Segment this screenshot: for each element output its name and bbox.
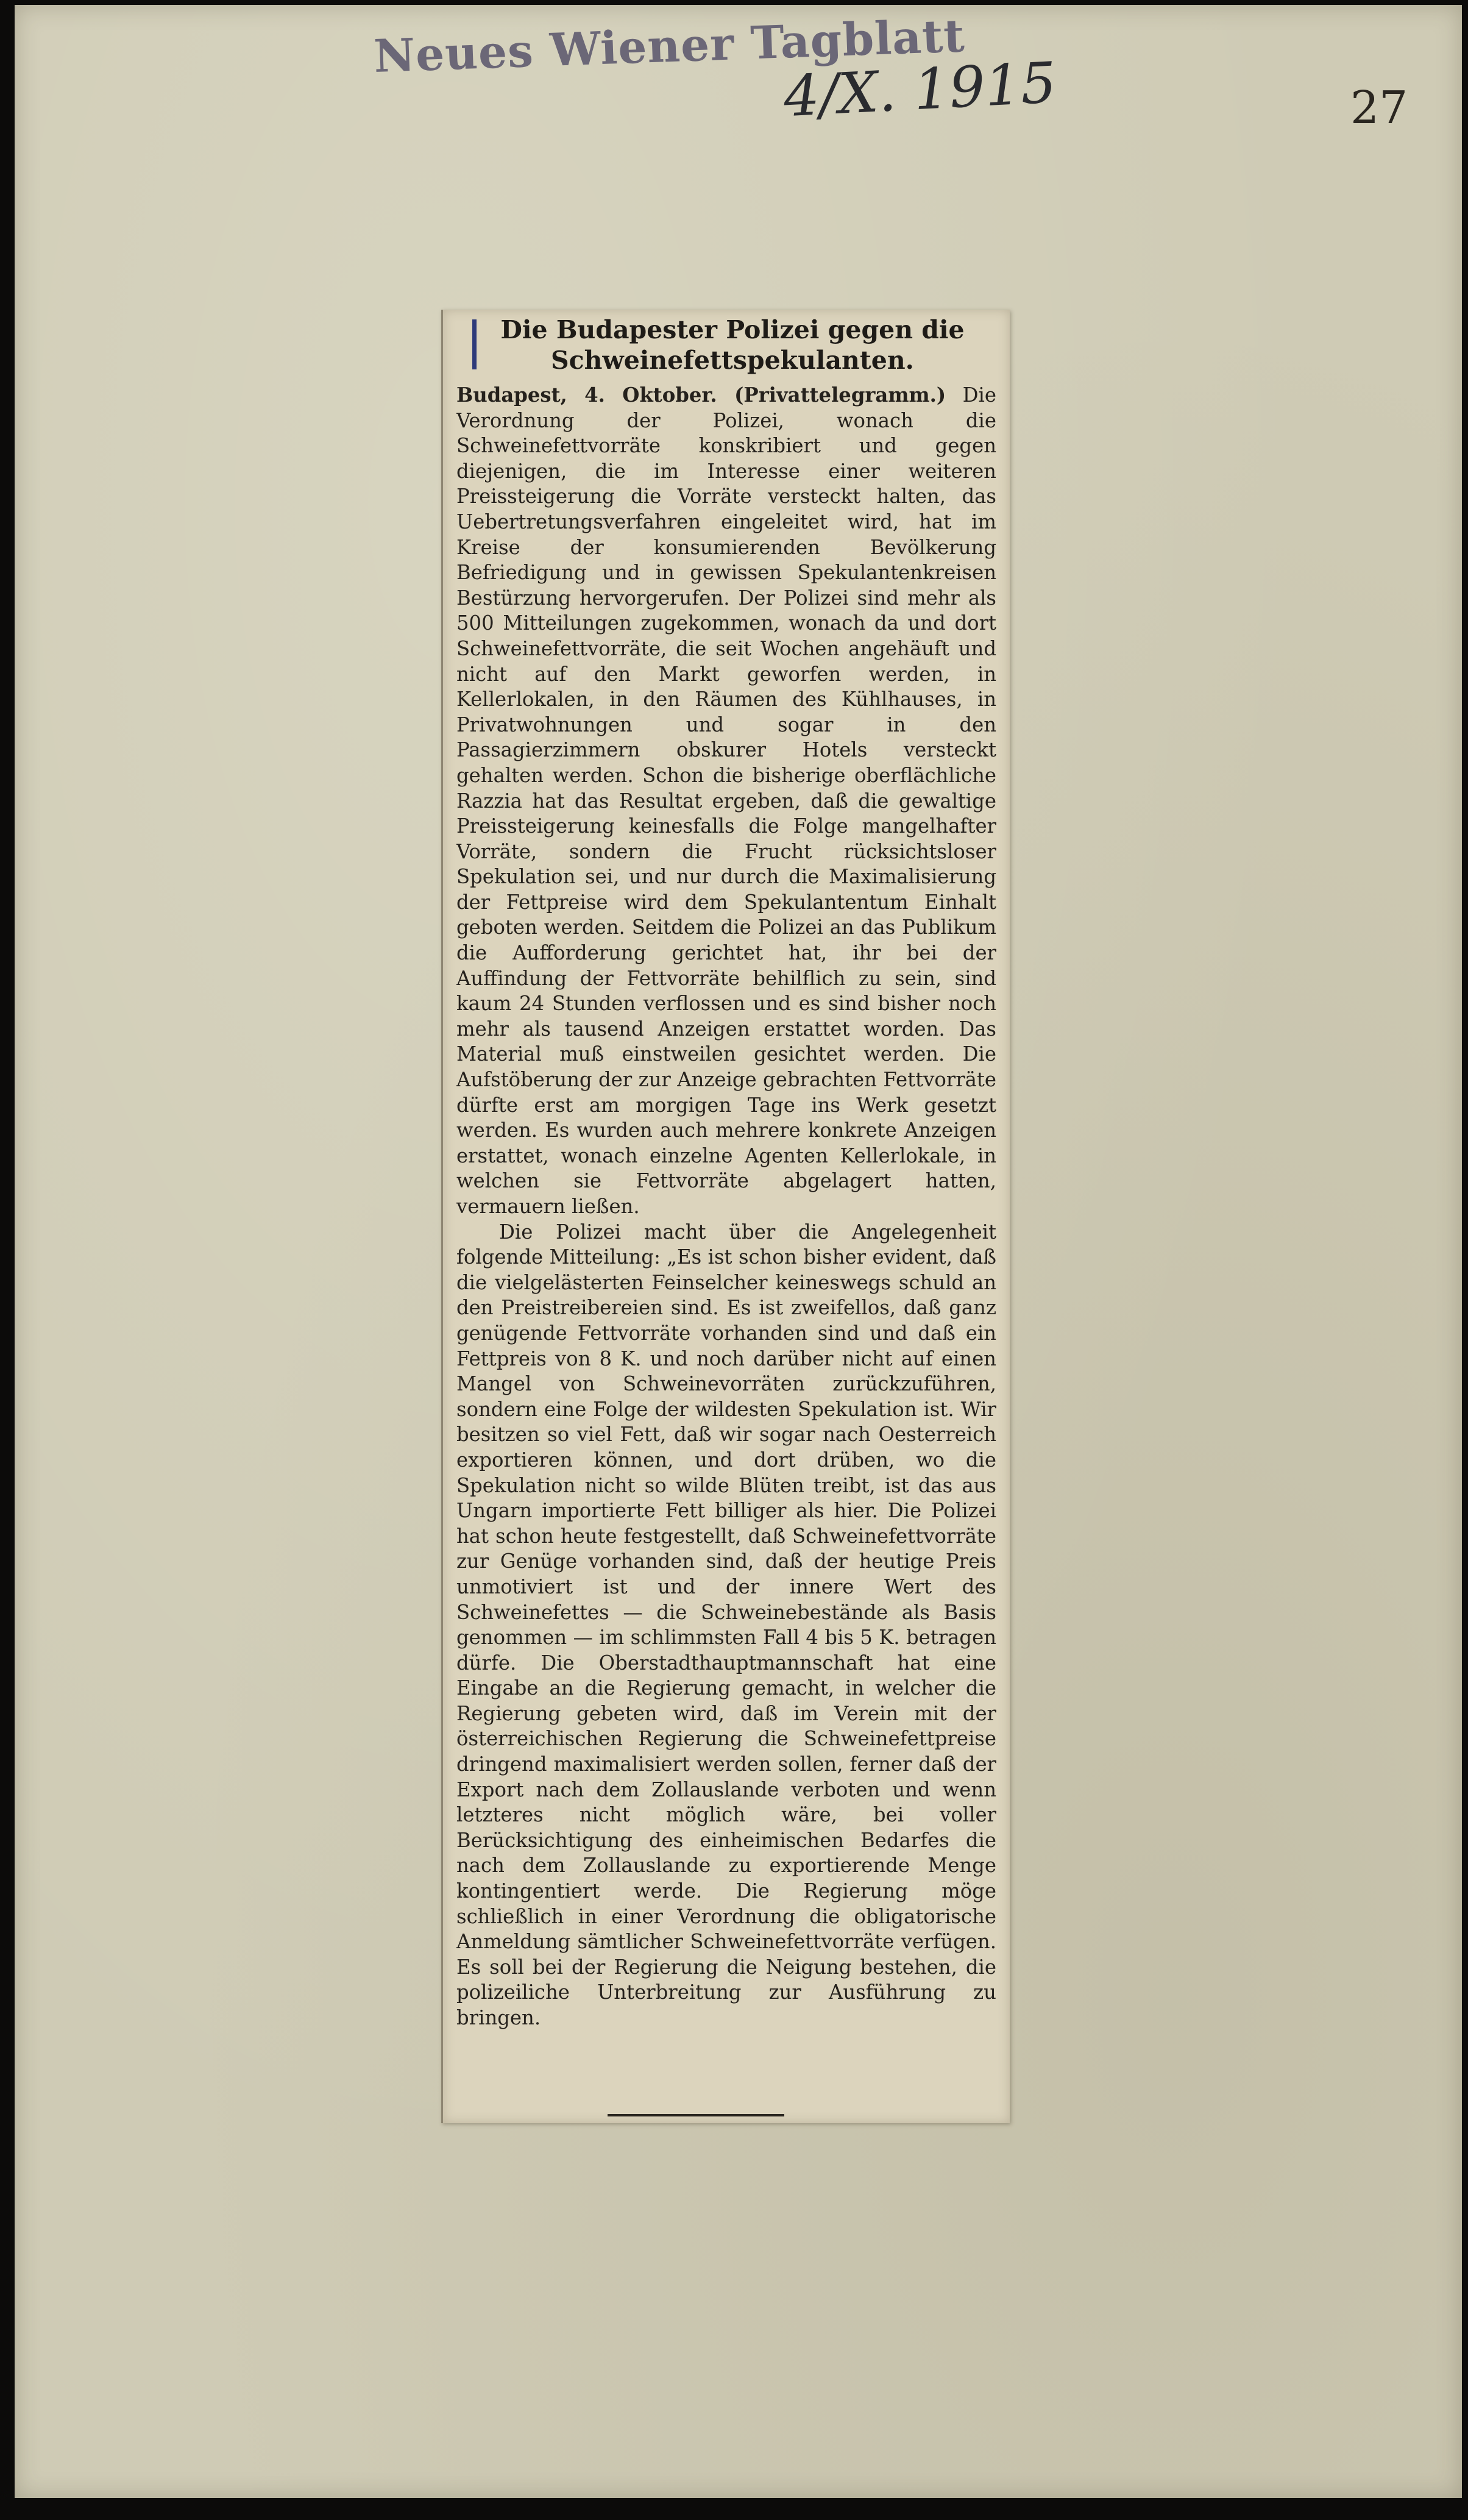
newspaper-name-stamp: Neues Wiener Tagblatt (373, 10, 966, 83)
article-headline (480, 315, 985, 376)
handwritten-date: 4/X. 1915 (782, 50, 1058, 130)
headline-line-1: Die Budapester Polizei gegen die (500, 315, 965, 344)
headline-line-2: Schweinefettspekulanten. (551, 346, 914, 375)
paragraph-1-text: Die Verordnung der Polizei, wonach die Schweinefettvorräte konskribiert und gegen diejenigen, die im Interesse einer weiteren Preissteigerung die Vorräte versteckt halten, das Uebertretungsverfahren eingeleitet wird, hat im Kreise der konsumierenden Bevölkerung Befriedigung und in gewissen Spekulantenkreisen Bestürzung hervorgerufen. Der Polizei sind mehr als 500 Mitteilungen zugekommen, wonach da und dort Schweinefettvorräte, die seit Wochen angehäuft und nicht auf den Markt geworfen werden, in Kellerlokalen, in den Räumen des Kühlhauses, in Privatwohnungen und sogar in den Passagierzimmern obskurer Hotels versteckt gehalten werden. Schon die bisherige oberflächliche Razzia hat das Resultat ergeben, daß die gewaltige Preissteigerung keinesfalls die Folge mangelhafter Vorräte, sondern die Frucht rücksichtsloser Spekulation sei, und nur durch die Maximalisierung der Fettpreise wird dem Spekulantentum Einhalt geboten werden. Seitdem die Polizei an das Publikum die Aufforderung gerichtet hat, ihr bei der Auffindung der Fettvorräte behilflich zu sein, sind kaum 24 Stunden verflossen und es sind bisher noch mehr als tausend Anzeigen erstattet worden. Das Material muß einstweilen gesichtet werden. Die Aufstöberung der zur Anzeige gebrachten Fettvorräte dürfte erst am morgigen Tage ins Werk gesetzt werden. Es wurden auch mehrere konkrete Anzeigen erstattet, wonach einzelne Agenten Kellerlokale, in welchen sie Fettvorräte abgelagert hatten, vermauern ließen. (456, 383, 996, 1218)
article-body (456, 383, 996, 2102)
page-number: 27 (1350, 82, 1408, 134)
article-dateline: Budapest, 4. Oktober. (Privattelegramm.) (456, 383, 946, 407)
archive-sheet (15, 5, 1462, 2498)
blue-pencil-mark (472, 319, 477, 369)
article-paragraph-1 (456, 383, 996, 1220)
newspaper-clipping (441, 310, 1010, 2123)
end-rule (608, 2114, 784, 2116)
article-paragraph-2: Die Polizei macht über die Angelegenheit folgende Mitteilung: „Es ist schon bisher evident, daß die vielgelästerten Feinselcher keineswegs schuld an den Preistreibereien sind. Es ist zweifellos, daß ganz genügende Fettvorräte vorhanden sind und daß ein Fettpreis von 8 K. und noch darüber nicht auf einen Mangel von Schweinevorräten zurückzuführen, sondern eine Folge der wildesten Spekulation ist. Wir besitzen so viel Fett, daß wir sogar nach Oesterreich exportieren können, und dort drüben, wo die Spekulation nicht so wilde Blüten treibt, ist das aus Ungarn importierte Fett billiger als hier. Die Polizei hat schon heute festgestellt, daß Schweinefettvorräte zur Genüge vorhanden sind, daß der heutige Preis unmotiviert ist und der innere Wert des Schweinefettes — die Schweinebestände als Basis genommen — im schlimmsten Fall 4 bis 5 K. betragen dürfe. Die Oberstadthauptmannschaft hat eine Eingabe an die Regierung gemacht, in welcher die Regierung gebeten wird, daß im Verein mit der österreichischen Regierung die Schweinefettpreise dringend maximalisiert werden sollen, ferner daß der Export nach dem Zollauslande verboten und wenn letzteres nicht möglich wäre, bei voller Berücksichtigung des einheimischen Bedarfes die nach dem Zollauslande zu exportierende Menge kontingentiert werde. Die Regierung möge schließlich in einer Verordnung die obligatorische Anmeldung sämtlicher Schweinefettvorräte verfügen. Es soll bei der Regierung die Neigung bestehen, die polizeiliche Unterbreitung zur Ausführung zu bringen. (456, 1220, 996, 2029)
